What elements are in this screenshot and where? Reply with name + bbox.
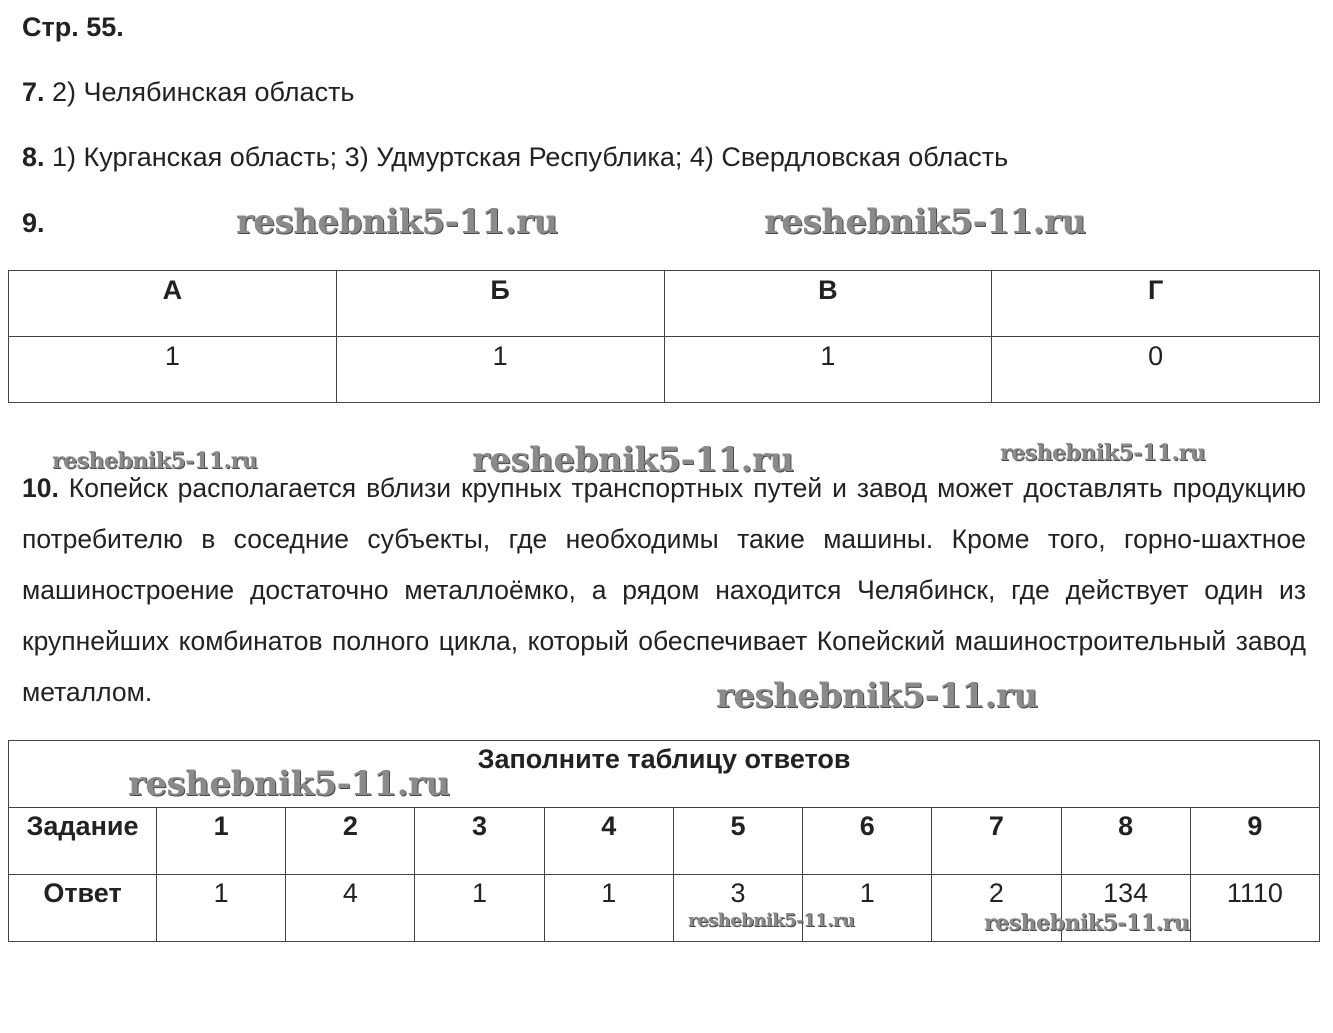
table-header-row	[9, 808, 1320, 875]
task-number: 8	[1061, 808, 1190, 875]
table-header-cell: Б	[336, 271, 664, 337]
answer-label: Ответ	[9, 875, 157, 942]
table-header-row	[9, 271, 1320, 337]
answer-10	[22, 463, 1306, 718]
answer-text: 1) Курганская область; 3) Удмуртская Республика; 4) Свердловская область	[44, 142, 1009, 172]
question-number: 8.	[22, 142, 45, 172]
question-number: 7.	[22, 77, 45, 107]
table-caption: Заполните таблицу ответов	[9, 741, 1320, 808]
answer-7	[22, 75, 355, 109]
table-cell: 0	[992, 337, 1320, 403]
table-header-cell: А	[9, 271, 337, 337]
watermark: reshebnik5-11.ru	[1000, 440, 1206, 466]
task-label: Задание	[9, 808, 157, 875]
answer-value: 1110	[1190, 875, 1319, 942]
answer-value: 1	[803, 875, 932, 942]
answer-value: 1	[544, 875, 673, 942]
task-number: 3	[415, 808, 544, 875]
task-number: 9	[1190, 808, 1319, 875]
task-number: 6	[803, 808, 932, 875]
watermark: reshebnik5-11.ru	[764, 202, 1086, 242]
table-header-cell: В	[664, 271, 992, 337]
table-cell: 1	[9, 337, 337, 403]
table-cell: 1	[664, 337, 992, 403]
answer-value: 1	[157, 875, 286, 942]
watermark: reshebnik5-11.ru	[688, 910, 855, 931]
task-number: 2	[286, 808, 415, 875]
answer-9-table	[8, 270, 1320, 403]
question-number: 10.	[22, 473, 59, 503]
task-number: 1	[157, 808, 286, 875]
answer-value: 4	[286, 875, 415, 942]
table-row	[9, 337, 1320, 403]
task-number: 4	[544, 808, 673, 875]
watermark: reshebnik5-11.ru	[128, 764, 450, 804]
answer-value: 1	[415, 875, 544, 942]
watermark: reshebnik5-11.ru	[472, 440, 794, 480]
answer-value: 134	[1061, 875, 1190, 942]
answer-value: 2	[932, 875, 1061, 942]
table-cell: 1	[336, 337, 664, 403]
watermark: reshebnik5-11.ru	[52, 448, 258, 474]
answer-value: 3	[673, 875, 802, 942]
task-number: 5	[673, 808, 802, 875]
table-header-cell: Г	[992, 271, 1320, 337]
answer-8	[22, 140, 1008, 174]
watermark: reshebnik5-11.ru	[236, 202, 558, 242]
task-number: 7	[932, 808, 1061, 875]
watermark: reshebnik5-11.ru	[716, 676, 1038, 716]
question-9-number: 9.	[22, 208, 45, 238]
page-label: Стр. 55.	[22, 12, 124, 42]
answer-text: 2) Челябинская область	[44, 77, 355, 107]
watermark: reshebnik5-11.ru	[984, 910, 1190, 936]
answer-text: Копейск располагается вблизи крупных транспортных путей и завод может доставлять продукцию потребителю в соседние субъекты, где необходимы такие машины. Кроме того, горно-шахтное машиностроение достаточно металлоёмко, а рядом находится Челябинск, где действует один из крупнейших комбинатов полного цикла, который обеспечивает Копейский машиностроительный завод металлом.	[22, 473, 1306, 707]
